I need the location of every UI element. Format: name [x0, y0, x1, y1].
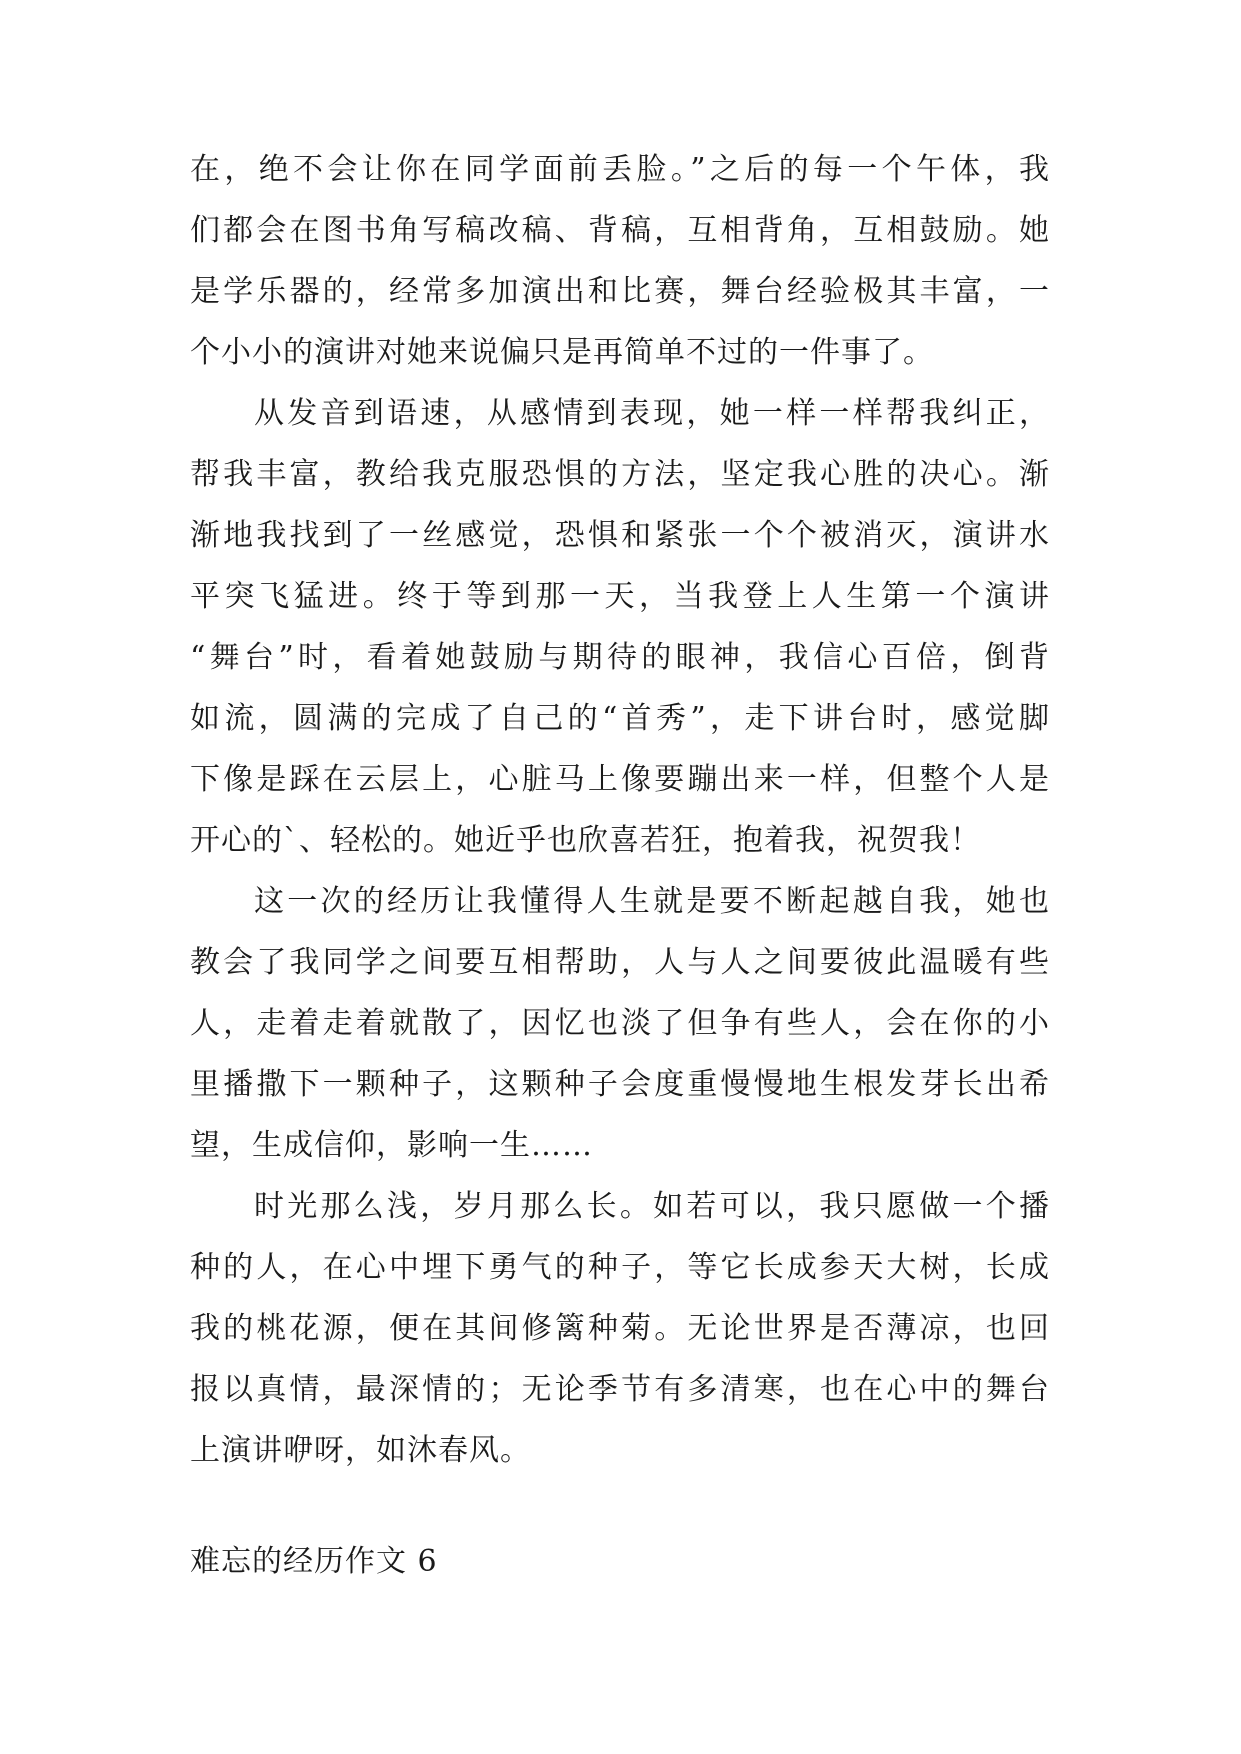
paragraph-first-line: 这一次的经历让我懂得人生就是要不断起越自我，她也 — [254, 884, 1050, 919]
body-text-line: 里播撒下一颗种子，这颗种子会度重慢慢地生根发芽长出希 — [190, 1067, 1050, 1102]
body-text-line: 人，走着走着就散了，因忆也淡了但争有些人，会在你的小 — [190, 1006, 1050, 1041]
body-text-line: 们都会在图书角写稿改稿、背稿，互相背角，互相鼓励。她 — [190, 213, 1050, 248]
paragraph-first-line: 时光那么浅，岁月那么长。如若可以，我只愿做一个播 — [254, 1189, 1050, 1224]
body-text-line: 种的人，在心中埋下勇气的种子，等它长成参天大树，长成 — [190, 1250, 1050, 1285]
body-text-line: 在，绝不会让你在同学面前丢脸。”之后的每一个午体，我 — [190, 152, 1050, 187]
body-text-line: 报以真情，最深情的；无论季节有多清寒，也在心中的舞台 — [190, 1372, 1050, 1407]
body-text-line: 下像是踩在云层上，心脏马上像要蹦出来一样，但整个人是 — [190, 762, 1050, 797]
body-text-line: 我的桃花源，便在其间修篱种菊。无论世界是否薄凉，也回 — [190, 1311, 1050, 1346]
body-text-line: 帮我丰富，教给我克服恐惧的方法，坚定我心胜的决心。渐 — [190, 457, 1050, 492]
body-text-line: 望，生成信仰，影响一生…… — [190, 1128, 593, 1163]
body-text-line: 是学乐器的，经常多加演出和比赛，舞台经验极其丰富，一 — [190, 274, 1050, 309]
body-text-line: 个小小的演讲对她来说偏只是再简单不过的一件事了。 — [190, 335, 934, 370]
body-text-line: 平突飞猛进。终于等到那一天，当我登上人生第一个演讲 — [190, 579, 1050, 614]
body-text-line: 教会了我同学之间要互相帮助，人与人之间要彼此温暖有些 — [190, 945, 1050, 980]
body-text-line: 渐地我找到了一丝感觉，恐惧和紧张一个个被消灭，演讲水 — [190, 518, 1050, 553]
body-text-line: “舞台”时，看着她鼓励与期待的眼神，我信心百倍，倒背 — [190, 640, 1050, 675]
paragraph-first-line: 从发音到语速，从感情到表现，她一样一样帮我纠正， — [254, 396, 1050, 431]
section-heading: 难忘的经历作文 6 — [190, 1544, 438, 1579]
body-text-line: 上演讲咿呀，如沐春风。 — [190, 1433, 531, 1468]
body-text-line: 开心的`、轻松的。她近乎也欣喜若狂，抱着我，祝贺我！ — [190, 823, 981, 858]
body-text-line: 如流，圆满的完成了自己的“首秀”，走下讲台时，感觉脚 — [190, 701, 1050, 736]
